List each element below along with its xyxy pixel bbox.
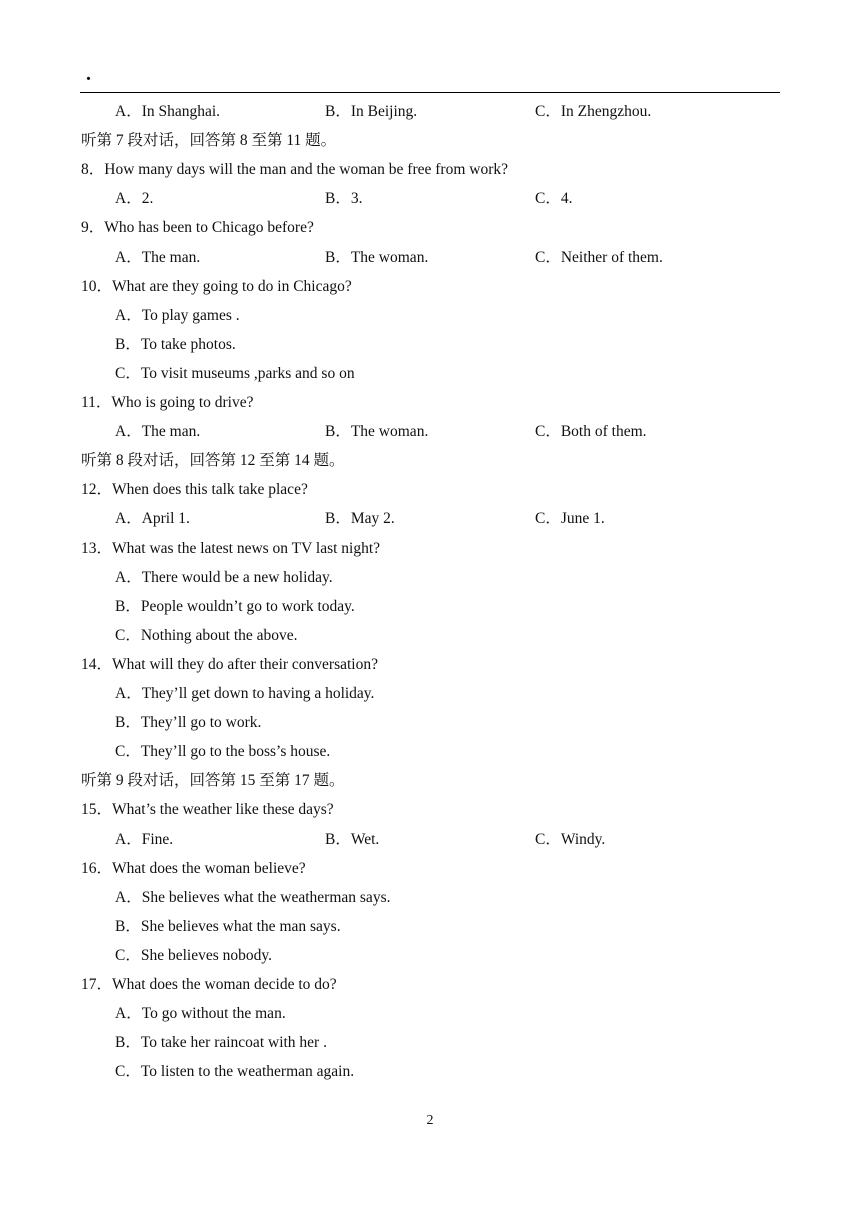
option-line: C．To visit museums ,parks and so on [115, 365, 355, 382]
option-line: B．People wouldn’t go to work today. [115, 598, 355, 615]
option-a: A．2. [115, 190, 154, 207]
option-line: B．She believes what the man says. [115, 918, 341, 935]
option-line: C．Nothing about the above. [115, 627, 298, 644]
option-line: C．To listen to the weatherman again. [115, 1063, 355, 1080]
option-a: A．In Shanghai. [115, 103, 221, 120]
option-c: C．Both of them. [535, 423, 647, 440]
option-a: A．The man. [115, 423, 201, 440]
question-text: 9．Who has been to Chicago before? [81, 219, 314, 236]
header-mark: . [86, 63, 91, 85]
option-c: C．Windy. [535, 831, 606, 848]
section-heading: 听第 7 段对话，回答第 8 至第 11 题。 [81, 132, 337, 149]
option-a: A．Fine. [115, 831, 174, 848]
option-line: A．To play games . [115, 307, 240, 324]
option-line: C．They’ll go to the boss’s house. [115, 743, 331, 760]
question-text: 12．When does this talk take place? [81, 481, 308, 498]
question-text: 15．What’s the weather like these days? [81, 801, 334, 818]
option-c: C．In Zhengzhou. [535, 103, 652, 120]
section-heading: 听第 8 段对话，回答第 12 至第 14 题。 [81, 452, 345, 469]
option-line: A．They’ll get down to having a holiday. [115, 685, 375, 702]
option-line: A．She believes what the weatherman says. [115, 889, 391, 906]
option-line: A．To go without the man. [115, 1005, 286, 1022]
question-text: 8．How many days will the man and the woman be free from work? [81, 161, 508, 178]
question-text: 10．What are they going to do in Chicago? [81, 278, 352, 295]
option-line: B．They’ll go to work. [115, 714, 262, 731]
section-heading: 听第 9 段对话，回答第 15 至第 17 题。 [81, 772, 345, 789]
option-b: B．The woman. [325, 423, 429, 440]
question-text: 16．What does the woman believe? [81, 860, 306, 877]
option-b: B．The woman. [325, 249, 429, 266]
option-c: C．Neither of them. [535, 249, 663, 266]
option-a: A．April 1. [115, 510, 190, 527]
option-row [0, 97, 860, 126]
option-b: B．3. [325, 190, 363, 207]
option-b: B．Wet. [325, 831, 380, 848]
option-c: C．4. [535, 190, 573, 207]
option-line: B．To take her raincoat with her . [115, 1034, 327, 1051]
page-number: 2 [426, 1113, 434, 1128]
option-row [0, 184, 860, 213]
question-text: 13．What was the latest news on TV last night? [81, 540, 381, 557]
question-text: 11．Who is going to drive? [81, 394, 254, 411]
option-c: C．June 1. [535, 510, 605, 527]
option-line: B．To take photos. [115, 336, 236, 353]
option-b: B．May 2. [325, 510, 395, 527]
option-line: C．She believes nobody. [115, 947, 272, 964]
option-row [0, 825, 860, 854]
question-text: 17．What does the woman decide to do? [81, 976, 337, 993]
option-b: B．In Beijing. [325, 103, 418, 120]
option-row [0, 504, 860, 533]
question-text: 14．What will they do after their conversation? [81, 656, 378, 673]
option-line: A．There would be a new holiday. [115, 569, 333, 586]
option-row [0, 243, 860, 272]
header-rule [80, 92, 780, 93]
option-a: A．The man. [115, 249, 201, 266]
option-row [0, 417, 860, 446]
